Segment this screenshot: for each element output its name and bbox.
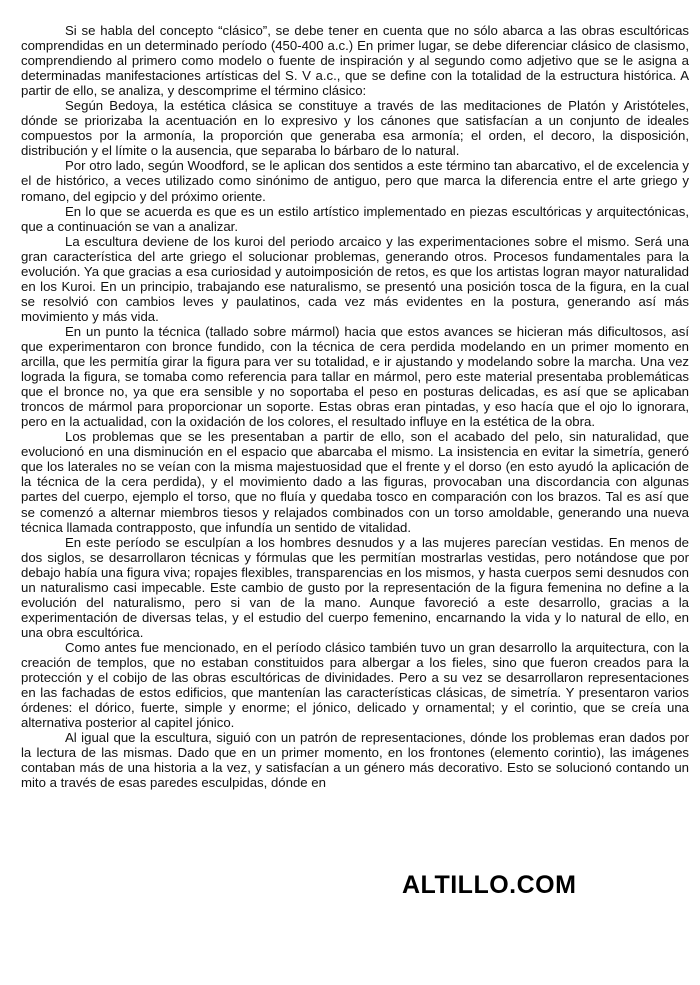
paragraph-2: Según Bedoya, la estética clásica se constituye a través de las meditaciones de Platón y Aristóteles, dónde se priorizaba la acentuación en lo expresivo y los cánones que satisfacían a un conjunto de ideales compuestos por la armonía, la proporción que generaba esa armonía; el orden, el decoro, la disposición, distribución y el límite o la ausencia, que separaba lo bárbaro de lo natural. [21, 98, 689, 159]
paragraph-7: Los problemas que se les presentaban a partir de ello, son el acabado del pelo, sin naturalidad, que evolucionó en una disminución en el espacio que abarcaba el mismo. La insistencia en evitar la simetría, generó que los laterales no se veían con la misma majestuosidad que el frente y el dorso (en esto ayudó la aplicación de la técnica de la cera perdida), y el movimiento dado a las figuras, provocaban una discordancia con algunas partes del cuerpo, ejemplo el torso, que no fluía y quedaba tosco en comparación con los brazos. Tal es así que se comenzó a alternar miembros tiesos y relajados combinados con un torso amoldable, generando una nueva técnica llamada contrapposto, que infundía un sentido de vitalidad. [21, 429, 689, 535]
paragraph-9: Como antes fue mencionado, en el período clásico también tuvo un gran desarrollo la arquitectura, con la creación de templos, que no estaban constituidos para albergar a los fieles, sino que fueron creados para la protección y el cobijo de las obras escultóricas de divinidades. Pero a su vez se desarrollaron representaciones en las fachadas de estos edificios, que mantenían las características clásicas, de simetría. Y presentaron varios órdenes: el dórico, fuerte, simple y enorme; el jónico, delicado y ornamental; y el corintio, que se creía una alternativa posterior al capitel jónico. [21, 639, 689, 731]
paragraph-10: Al igual que la escultura, siguió con un patrón de representaciones, dónde los problemas eran dados por la lectura de las mismas. Dado que en un primer momento, en los frontones (elemento corintio), las imágenes contaban más de una historia a la vez, y satisfacían a un género más decorativo. Esto se solucionó contando un mito a través de esas paredes esculpidas, dónde en [21, 730, 689, 791]
paragraph-6: En un punto la técnica (tallado sobre mármol) hacia que estos avances se hicieran más dificultosos, así que experimentaron con bronce fundido, con la técnica de cera perdida modelando en un primer momento en arcilla, que les permitía girar la figura para ver su totalidad, e ir ajustando y modelando sobre la marcha. Una vez lograda la figura, se tomaba como referencia para tallar en mármol, pero este material presentaba problemáticas que el bronce no, ya que era sensible y no soportaba el peso en posturas delicadas, es así que se aplicaban troncos de mármol para proporcionar un soporte. Estas obras eran pintadas, y eso hacía que el ojo lo ignorara, pero en la actualidad, con la oxidación de los colores, el resultado influye en la estética de la obra. [21, 323, 689, 430]
paragraph-3: Por otro lado, según Woodford, se le aplican dos sentidos a este término tan abarcativo, el de excelencia y el de histórico, a veces utilizado como sinónimo de antiguo, pero que marca la diferencia entre el arte griego y romano, del egipcio y del próximo oriente. [21, 158, 689, 204]
paragraph-4: En lo que se acuerda es que es un estilo artístico implementado en piezas escultóricas y arquitectónicas, que a continuación se van a analizar. [21, 203, 689, 234]
watermark-logo: ALTILLO.COM [402, 871, 577, 899]
paragraph-8: En este período se esculpían a los hombres desnudos y a las mujeres parecían vestidas. En menos de dos siglos, se desarrollaron técnicas y fórmulas que les permitían mostrarlas vestidas, pero notándose que por debajo había una figura viva; ropajes flexibles, transparencias en los mismos, y hasta cuerpos semi desnudos con un naturalismo casi impecable. Este cambio de gusto por la representación de la figura femenina no define a la evolución del naturalismo, pero si van de la mano. Aunque favoreció a este desarrollo, gracias a la experimentación de diversas telas, y el estudio del cuerpo femenino, encarnando la vida y lo natural de ello, en una obra escultórica. [21, 534, 689, 640]
document-body [21, 23, 689, 790]
paragraph-5: La escultura deviene de los kuroi del periodo arcaico y las experimentaciones sobre el mismo. Será una gran característica del arte griego el solucionar problemas, generando otros. Procesos fundamentales para la evolución. Ya que gracias a esa curiosidad y autoimposición de retos, es que los artistas logran mayor naturalidad en los Kuroi. En un principio, trabajando ese naturalismo, se presentó una posición tosca de la figura, en la cual se resolvió con cambios leves y paulatinos, cada vez más evidentes en la postura, generando así más movimiento y más vida. [21, 233, 689, 324]
paragraph-1: Si se habla del concepto “clásico”, se debe tener en cuenta que no sólo abarca a las obras escultóricas comprendidas en un determinado período (450-400 a.c.) En primer lugar, se debe diferenciar clásico de clasismo, comprendiendo al primero como modelo o fuente de inspiración y al segundo como adjetivo que se le asigna a determinadas manifestaciones artísticas del S. V a.c., que se define con la totalidad de la estructura histórica. A partir de ello, se analiza, y descomprime el término clásico: [21, 23, 689, 99]
